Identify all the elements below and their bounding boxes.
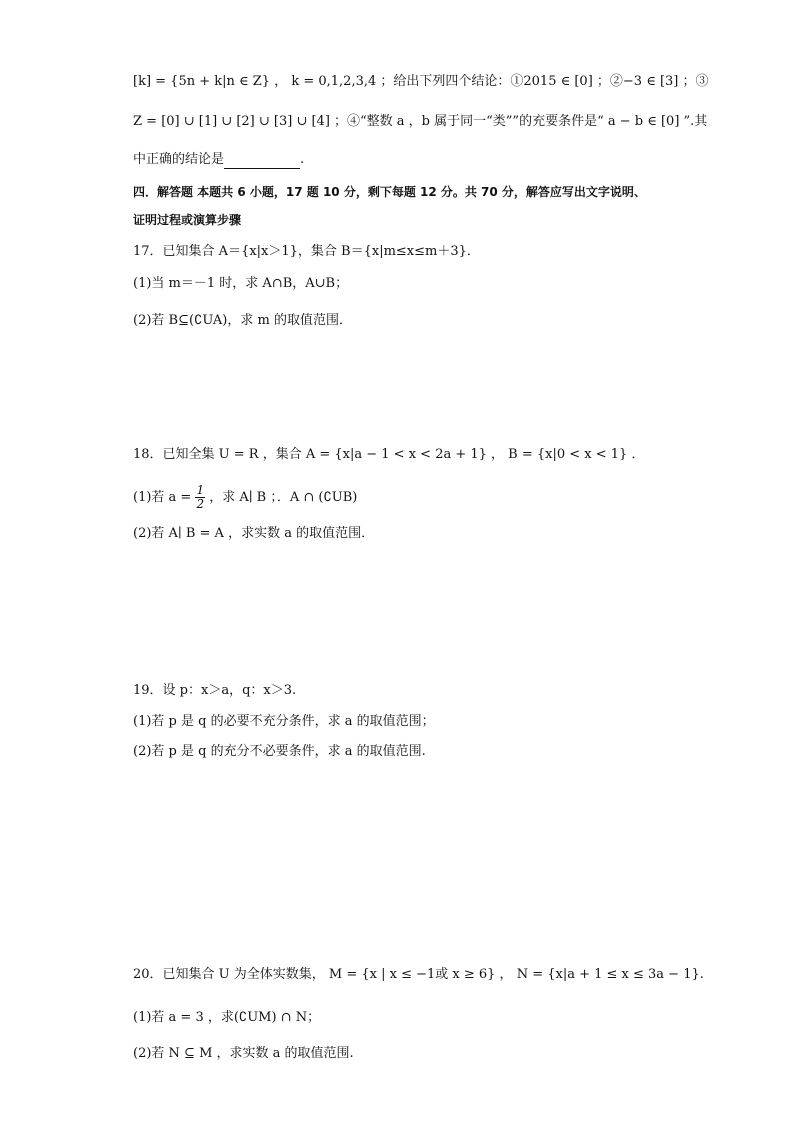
q17-stem: 17．已知集合 A＝{x|x＞1}，集合 B＝{x|m≤x≤m＋3}． <box>133 244 480 259</box>
q20-part2: (2)若 N ⊆ M ，求实数 a 的取值范围. <box>133 1046 354 1061</box>
intro-line-3-text: 中正确的结论是 <box>133 152 225 167</box>
q18-part1-post: ，求 A∣ B ；．A ∩ (∁UB) <box>205 490 358 505</box>
one-half-fraction <box>195 484 205 511</box>
q19-part2: (2)若 p 是 q 的充分不必要条件，求 a 的取值范围. <box>133 744 426 759</box>
q18-part1-pre: (1)若 a = <box>133 490 196 505</box>
q18-stem: 18．已知全集 U = R ，集合 A = {x|a − 1 < x < 2a + 1} ， B = {x|0 < x < 1} ． <box>133 447 645 462</box>
q18-part2: (2)若 A∣ B = A ，求实数 a 的取值范围． <box>133 526 375 541</box>
q20-stem: 20．已知集合 U 为全体实数集， M = {x | x ≤ −1或 x ≥ 6} ， N = {x|a + 1 ≤ x ≤ 3a − 1}. <box>133 967 704 982</box>
intro-line-1: [k] = {5n + k|n ∈ Z} ， k = 0,1,2,3,4 ；给出下列四个结论：①2015 ∈ [0] ；②−3 ∈ [3] ；③ <box>133 74 709 89</box>
section-heading-line-2: 证明过程或演算步骤 <box>133 213 242 227</box>
fraction-denominator: 2 <box>196 497 205 511</box>
q20-part1: (1)若 a = 3 ，求(∁UM) ∩ N； <box>133 1010 321 1025</box>
q17-part1: (1)当 m＝－1 时，求 A∩B，A∪B； <box>133 276 349 291</box>
q19-stem: 19．设 p：x＞a，q：x＞3. <box>133 683 297 698</box>
q19-part1: (1)若 p 是 q 的必要不充分条件，求 a 的取值范围； <box>133 714 435 729</box>
answer-blank[interactable] <box>224 154 300 169</box>
intro-line-2: Z = [0] ∪ [1] ∪ [2] ∪ [3] ∪ [4] ；④“整数 a ，b 属于同一“类””的充要条件是“ a − b ∈ [0] ”.其 <box>133 114 708 129</box>
section-heading-line-1: 四．解答题 本题共 6 小题，17 题 10 分，剩下每题 12 分。共 70 分，解答应写出文字说明、 <box>133 185 646 199</box>
q18-part1 <box>133 484 357 511</box>
intro-line-3-end: . <box>300 152 305 167</box>
intro-line-3 <box>133 151 304 169</box>
fraction-numerator: 1 <box>196 483 205 497</box>
q17-part2: (2)若 B⊆(∁UA)，求 m 的取值范围． <box>133 313 352 328</box>
